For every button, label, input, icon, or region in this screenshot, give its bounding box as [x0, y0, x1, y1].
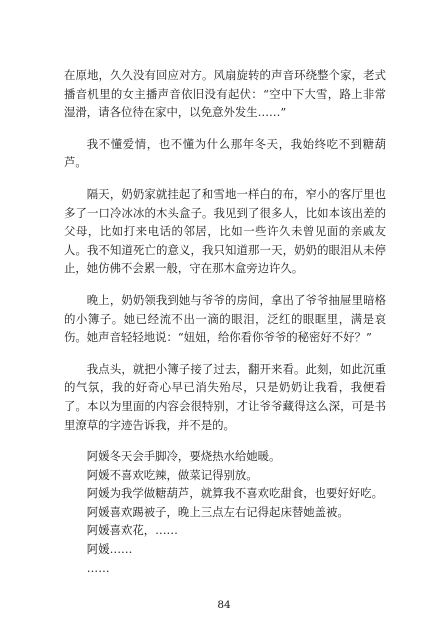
notebook-line: 阿媛不喜欢吃辣，做菜记得别放。	[86, 467, 258, 482]
notebook-entries	[64, 447, 386, 577]
page-number: 84	[217, 599, 231, 611]
notebook-line: 阿媛为我学做糖葫芦，就算我不喜欢吃甜食，也要好好吃。	[86, 486, 383, 501]
notebook-line: 阿媛冬天会手脚冷，要烧热水给她暖。	[86, 449, 281, 464]
paragraph-1: 在原地，久久没有回应对方。风扇旋转的声音环绕整个家，老式播音机里的女主播声音依旧没有起伏：“空中下大雪，路上非常湿滑，请各位待在家中，以免意外发生……”	[64, 68, 386, 120]
paragraph-3: 隔天，奶奶家就挂起了和雪地一样白的布，窄小的客厅里也多了一口冷冰冰的木头盒子。我见到了很多人，比如本该出差的父母，比如打来电话的邻居，比如一些许久未曾见面的亲戚友人。我不知道死亡的意义，我只知道那一天，奶奶的眼泪从未停止，她仿佛不会累一般，守在那木盒旁边许久。	[64, 186, 386, 276]
paragraph-2: 我不懂爱情，也不懂为什么那年冬天，我始终吃不到糖葫芦。	[64, 136, 386, 170]
notebook-line: ……	[86, 560, 110, 575]
paragraph-5: 我点头，就把小簿子接了过去，翻开来看。此刻，如此沉重的气氛，我的好奇心早已消失殆尽，只是奶奶让我看，我便看了。本以为里面的内容会很特别，才让爷爷藏得这么深，可是书里潦草的字迹告诉我，并不是的。	[64, 361, 386, 432]
notebook-line: 阿媛喜欢花，……	[86, 523, 178, 538]
paragraph-4: 晚上，奶奶领我到她与爷爷的房间，拿出了爷爷抽屉里暗格的小簿子。她已经流不出一滴的眼泪，泛红的眼眶里，满是哀伤。她声音轻轻地说：“妞妞，给你看你爷爷的秘密好不好？”	[64, 292, 386, 345]
notebook-line: 阿媛喜欢踢被子，晚上三点左右记得起床替她盖被。	[86, 504, 349, 519]
notebook-line: 阿媛……	[86, 542, 133, 557]
body-text	[64, 66, 386, 577]
